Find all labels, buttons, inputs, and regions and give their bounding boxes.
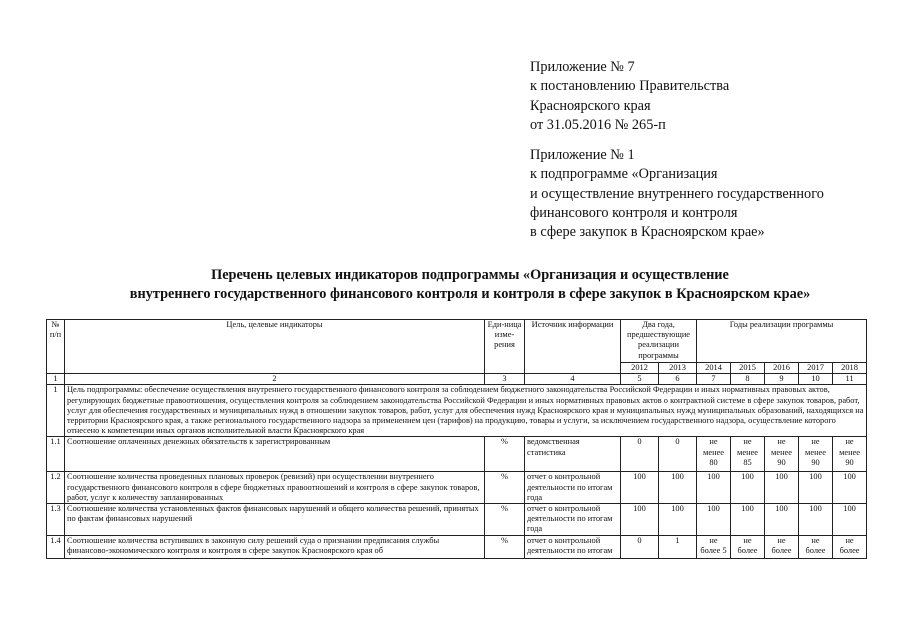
row-value: 100 [621, 472, 659, 504]
appendix-line: от 31.05.2016 № 265-п [530, 116, 666, 133]
appendix-line: к постановлению Правительства [530, 78, 730, 95]
row-value: 100 [765, 472, 799, 504]
row-value: 100 [659, 472, 697, 504]
column-number: 1 [47, 374, 65, 385]
column-number: 3 [485, 374, 525, 385]
document-title [40, 266, 900, 304]
year-cell: 2013 [659, 363, 697, 374]
column-number: 5 [621, 374, 659, 385]
appendix-1-block [530, 146, 824, 242]
year-cell: 2016 [765, 363, 799, 374]
row-value: не менее 90 [765, 437, 799, 472]
column-number: 8 [731, 374, 765, 385]
row-value: 100 [765, 504, 799, 536]
title-line: Перечень целевых индикаторов подпрограммы «Организация и осуществление [211, 267, 729, 283]
appendix-line: к подпрограмме «Организация [530, 166, 718, 183]
row-value: не более 5 [697, 535, 731, 558]
appendix-line: Приложение № 7 [530, 59, 635, 75]
header-prev-years: Два года, предшествующие реализации программы [621, 320, 697, 363]
row-value: не более [765, 535, 799, 558]
row-num: 1.4 [47, 535, 65, 558]
year-cell: 2018 [833, 363, 867, 374]
row-value: 100 [621, 504, 659, 536]
row-value: 100 [697, 472, 731, 504]
column-number-row [47, 374, 867, 385]
row-value: 100 [659, 504, 697, 536]
column-number: 7 [697, 374, 731, 385]
year-cell: 2012 [621, 363, 659, 374]
indicators-table [46, 319, 867, 559]
row-value: 0 [621, 437, 659, 472]
row-num: 1.1 [47, 437, 65, 472]
row-value: не менее 85 [731, 437, 765, 472]
column-number: 2 [65, 374, 485, 385]
year-cell: 2017 [799, 363, 833, 374]
row-value: не более [833, 535, 867, 558]
row-indicator: Соотношение количества установленных фактов финансовых нарушений и общего количества решений, принятых по фактам финансовых нарушений [65, 504, 485, 536]
row-source: отчет о контрольной деятельности по итогам года [525, 472, 621, 504]
table-row [47, 504, 867, 536]
row-unit: % [485, 437, 525, 472]
header-program-years: Годы реализации программы [697, 320, 867, 363]
row-value: не более [731, 535, 765, 558]
row-indicator: Соотношение количества проведенных плановых проверок (ревизий) при осуществлении внутреннего государственного финансового контроля в сфере бюджетных правоотношений и контроля в сфере закупок товаров, работ, услуг к количеству запланированных [65, 472, 485, 504]
row-unit: % [485, 504, 525, 536]
row-value: 0 [621, 535, 659, 558]
header-source: Источник информации [525, 320, 621, 374]
appendix-line: финансового контроля и контроля [530, 204, 738, 221]
column-number: 4 [525, 374, 621, 385]
column-number: 10 [799, 374, 833, 385]
row-value: не менее 80 [697, 437, 731, 472]
row-value: 100 [799, 504, 833, 536]
appendix-line: и осуществление внутреннего государственного [530, 185, 824, 202]
column-number: 9 [765, 374, 799, 385]
row-value: 100 [833, 472, 867, 504]
table-row [47, 535, 867, 558]
goal-row [47, 385, 867, 437]
row-unit: % [485, 535, 525, 558]
goal-num: 1 [47, 385, 65, 437]
row-value: 1 [659, 535, 697, 558]
header-goal: Цель, целевые индикаторы [65, 320, 485, 374]
row-value: 0 [659, 437, 697, 472]
row-source: отчет о контрольной деятельности по итогам года [525, 504, 621, 536]
table-row [47, 472, 867, 504]
row-value: 100 [697, 504, 731, 536]
row-value: не более [799, 535, 833, 558]
appendix-line: Приложение № 1 [530, 147, 635, 163]
row-value: не менее 90 [799, 437, 833, 472]
year-cell: 2014 [697, 363, 731, 374]
row-indicator: Соотношение оплаченных денежных обязательств к зарегистрированным [65, 437, 485, 472]
row-value: 100 [799, 472, 833, 504]
goal-text: Цель подпрограммы: обеспечение осуществления внутреннего государственного финансового контроля за соблюдением бюджетного законодательства Российской Федерации и иных нормативных правовых актов, регулирующих бюджетные правоотношения, осуществления контроля за соблюдением законодательства Российской Федерации и иных нормативных правовых актов о контрактной системе в сфере закупок товаров, работ, услуг для обеспечения государственных и муниципальных нужд в отношении закупок товаров, работ, услуг для обеспечения нужд Красноярского края и муниципальных нужд муниципальных образований, находящихся на территории Красноярского края, а также регионального государственного надзора за применением цен (тарифов) на продукцию, товары и услуги, за исключением государственного надзора, осуществление которого отнесено к компетенции иных органов исполнительной власти Красноярского края [65, 385, 867, 437]
row-source: отчет о контрольной деятельности по итогам [525, 535, 621, 558]
appendix-line: Красноярского края [530, 97, 651, 114]
row-value: 100 [731, 472, 765, 504]
row-value: не менее 90 [833, 437, 867, 472]
appendix-line: в сфере закупок в Красноярском крае» [530, 224, 765, 241]
header-num: № п/п [47, 320, 65, 374]
column-number: 11 [833, 374, 867, 385]
row-value: 100 [731, 504, 765, 536]
table-row [47, 437, 867, 472]
year-cell: 2015 [731, 363, 765, 374]
header-unit: Еди-ница изме-рения [485, 320, 525, 374]
row-unit: % [485, 472, 525, 504]
title-line: внутреннего государственного финансового контроля и контроля в сфере закупок в Красноярском крае» [129, 286, 811, 302]
row-indicator: Соотношение количества вступивших в законную силу решений суда о признании предписания службы финансово-экономического контроля и контроля в сфере закупок Красноярского края об [65, 535, 485, 558]
row-value: 100 [833, 504, 867, 536]
header-row [47, 320, 867, 363]
row-source: ведомственная статистика [525, 437, 621, 472]
row-num: 1.2 [47, 472, 65, 504]
row-num: 1.3 [47, 504, 65, 536]
appendix-7-block [530, 58, 729, 135]
column-number: 6 [659, 374, 697, 385]
